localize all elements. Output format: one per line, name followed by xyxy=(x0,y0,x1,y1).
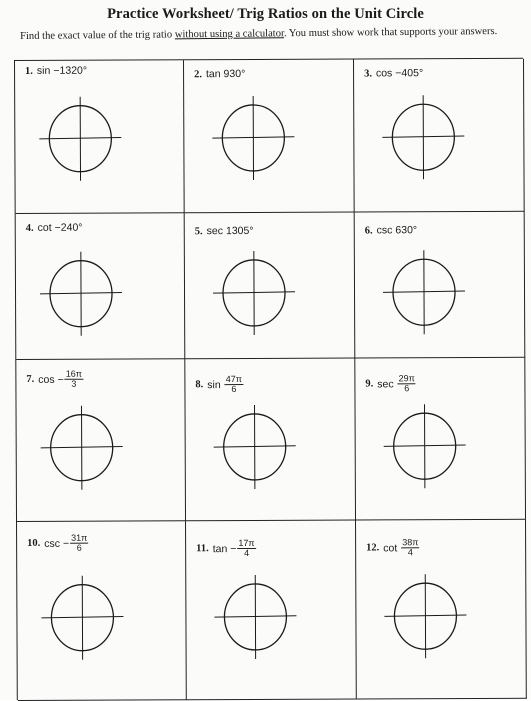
unit-circle-diagram xyxy=(208,93,298,183)
fraction-numerator: 47π xyxy=(225,375,243,385)
trig-function: cot xyxy=(383,542,397,554)
problem-number: 10. xyxy=(27,538,40,549)
problem-label xyxy=(195,375,243,394)
angle-fraction xyxy=(70,534,88,553)
problem-number: 5. xyxy=(195,226,203,237)
fraction-denominator: 6 xyxy=(231,385,236,394)
problem-cell xyxy=(355,212,526,359)
instructions xyxy=(20,26,520,42)
problem-label xyxy=(366,538,419,557)
problem-cell xyxy=(15,60,185,214)
instructions-underlined: without using a calculator xyxy=(175,28,284,40)
trig-function: csc xyxy=(377,224,393,236)
fraction-numerator: 16π xyxy=(65,370,83,380)
angle-fraction xyxy=(237,539,255,558)
problem-label xyxy=(194,68,245,80)
unit-circle-diagram xyxy=(209,248,299,338)
trig-function: tan xyxy=(213,543,228,555)
unit-circle-diagram xyxy=(35,94,125,184)
angle-sign: − xyxy=(63,537,69,549)
unit-circle-diagram xyxy=(379,247,469,337)
problem-number: 7. xyxy=(26,374,34,385)
problem-label xyxy=(26,370,83,389)
problem-label xyxy=(27,534,88,553)
problem-number: 3. xyxy=(364,68,372,79)
unit-circle-diagram xyxy=(209,402,299,492)
trig-function: sin xyxy=(37,65,50,77)
problem-cell xyxy=(354,59,525,213)
worksheet-title: Practice Worksheet/ Trig Ratios on the Unit Circle xyxy=(0,6,531,23)
fraction-denominator: 6 xyxy=(404,384,409,393)
problem-cell xyxy=(356,520,527,700)
problem-cell xyxy=(184,60,355,214)
problem-label xyxy=(364,67,423,79)
problem-label xyxy=(365,224,417,236)
problem-number: 4. xyxy=(26,222,34,233)
instructions-prefix: Find the exact value of the trig ratio xyxy=(20,29,175,42)
trig-function: cos xyxy=(38,373,54,385)
angle-value: 1305° xyxy=(226,225,254,237)
fraction-denominator: 3 xyxy=(71,380,76,389)
problem-grid xyxy=(14,58,526,700)
angle-value: 405° xyxy=(401,67,423,79)
fraction-numerator: 38π xyxy=(401,538,419,548)
angle-value: 630° xyxy=(395,224,417,236)
angle-fraction xyxy=(401,538,419,557)
unit-circle-diagram xyxy=(380,571,470,661)
angle-sign: − xyxy=(55,222,61,234)
angle-fraction xyxy=(398,374,416,393)
problem-cell xyxy=(185,213,356,360)
problem-number: 1. xyxy=(25,65,33,76)
fraction-denominator: 4 xyxy=(244,549,249,558)
fraction-numerator: 17π xyxy=(237,539,255,549)
unit-circle-diagram xyxy=(379,401,469,491)
angle-sign: − xyxy=(395,67,401,79)
fraction-denominator: 4 xyxy=(408,548,413,557)
trig-function: sin xyxy=(207,379,220,391)
problem-number: 6. xyxy=(365,225,373,236)
problem-cell xyxy=(185,359,356,522)
problem-label xyxy=(196,539,256,558)
trig-function: sec xyxy=(207,225,223,237)
fraction-numerator: 29π xyxy=(398,374,416,384)
problem-number: 11. xyxy=(196,543,209,554)
problem-label xyxy=(26,222,83,234)
trig-function: cos xyxy=(376,67,392,79)
trig-function: tan xyxy=(206,68,221,80)
angle-value: 1320° xyxy=(59,65,87,77)
problem-number: 12. xyxy=(366,542,379,553)
problem-cell xyxy=(17,521,187,701)
unit-circle-diagram xyxy=(35,249,125,339)
trig-function: csc xyxy=(44,537,60,549)
angle-value: 240° xyxy=(61,222,83,234)
problem-number: 8. xyxy=(195,379,203,390)
problem-cell xyxy=(16,213,186,360)
problem-cell xyxy=(186,521,357,701)
angle-fraction xyxy=(225,375,243,394)
problem-cell xyxy=(16,359,186,522)
angle-sign: − xyxy=(58,373,64,385)
problem-label xyxy=(195,225,254,237)
angle-fraction xyxy=(65,370,83,389)
fraction-numerator: 31π xyxy=(70,534,88,544)
unit-circle-diagram xyxy=(36,403,126,493)
trig-function: cot xyxy=(38,222,52,234)
instructions-suffix: . You must show work that supports your answers. xyxy=(284,26,497,39)
problem-cell xyxy=(355,358,526,521)
angle-sign: − xyxy=(230,543,236,555)
problem-number: 2. xyxy=(194,69,202,80)
angle-value: 930° xyxy=(224,68,246,80)
trig-function: sec xyxy=(377,378,393,390)
unit-circle-diagram xyxy=(210,572,300,662)
unit-circle-diagram xyxy=(37,573,127,663)
problem-label xyxy=(365,374,416,393)
fraction-denominator: 6 xyxy=(77,544,82,553)
problem-label xyxy=(25,65,87,77)
problem-number: 9. xyxy=(365,378,373,389)
angle-sign: − xyxy=(53,65,59,77)
unit-circle-diagram xyxy=(378,92,468,182)
